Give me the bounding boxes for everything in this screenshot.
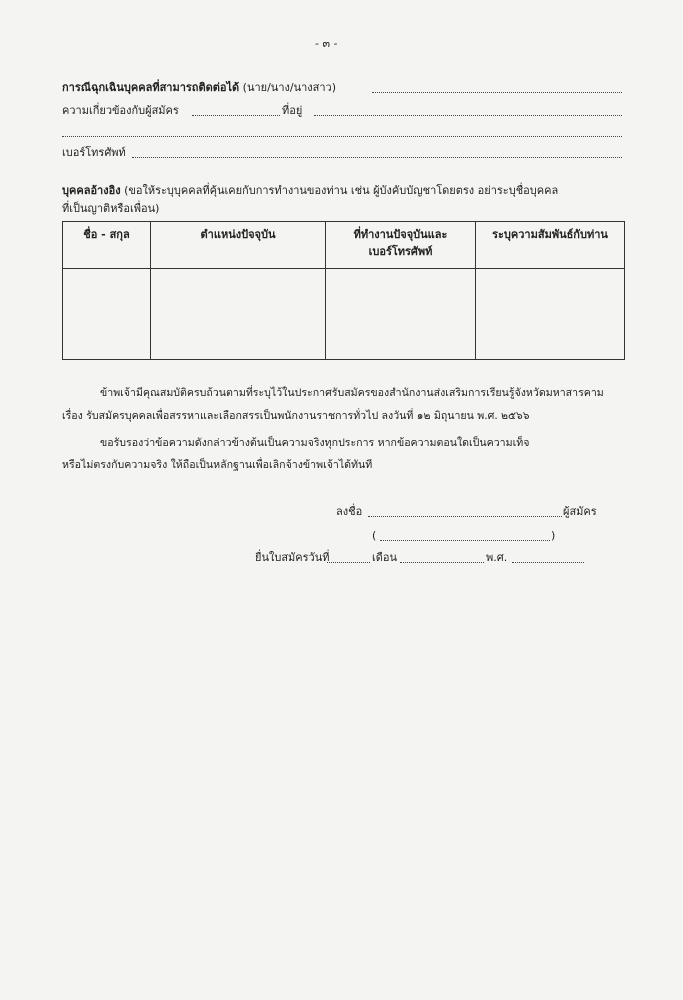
column-header-name: ชื่อ - สกุล: [63, 222, 151, 269]
phone-field[interactable]: [132, 157, 622, 158]
references-table: [62, 221, 625, 360]
column-header-workplace-line2: เบอร์โทรศัพท์: [368, 245, 433, 258]
references-heading: บุคคลอ้างอิง: [62, 184, 121, 197]
date-month-field[interactable]: [400, 562, 484, 563]
date-year-field[interactable]: [512, 562, 584, 563]
printed-name-field[interactable]: [380, 540, 550, 541]
table-row: [63, 269, 625, 360]
declaration-line3: ขอรับรองว่าข้อความดังกล่าวข้างต้นเป็นความจริงทุกประการ หากข้อความตอนใดเป็นความเท็จ: [100, 437, 530, 449]
declaration-line2: เรื่อง รับสมัครบุคคลเพื่อสรรหาและเลือกสรรเป็นพนักงานราชการทั่วไป ลงวันที่ ๑๒ มิถุนายน พ.ศ. ๒๕๖๖: [62, 410, 530, 422]
date-day-field[interactable]: [327, 562, 370, 563]
signature-field[interactable]: [368, 516, 562, 517]
page-number: - ๓ -: [315, 37, 338, 50]
column-header-position: ตำแหน่งปัจจุบัน: [151, 222, 326, 269]
declaration-line4: หรือไม่ตรงกับความจริง ให้ถือเป็นหลักฐานเพื่อเลิกจ้างข้าพเจ้าได้ทันที: [62, 459, 373, 471]
open-paren: (: [372, 529, 377, 542]
address-label: ที่อยู่: [282, 104, 303, 117]
applicant-label: ผู้สมัคร: [563, 505, 597, 518]
date-label: ยื่นใบสมัครวันที่: [255, 551, 330, 564]
references-table-header: [63, 222, 625, 269]
position-cell[interactable]: [151, 269, 326, 360]
column-header-workplace: [326, 222, 476, 269]
references-note-line2: ที่เป็นญาติหรือเพื่อน): [62, 202, 160, 215]
references-intro: [62, 184, 558, 198]
address-field-line2[interactable]: [62, 136, 622, 137]
emergency-contact-row: [62, 81, 336, 95]
column-header-relationship: ระบุความสัมพันธ์กับท่าน: [476, 222, 625, 269]
month-label: เดือน: [372, 551, 398, 564]
column-header-workplace-line1: ที่ทำงานปัจจุบันและ: [353, 228, 448, 241]
name-cell[interactable]: [63, 269, 151, 360]
relationship-cell[interactable]: [476, 269, 625, 360]
emergency-contact-heading: การณีฉุกเฉินบุคคลที่สามารถติดต่อได้: [62, 81, 240, 94]
references-note-line1: (ขอให้ระบุบุคคลที่คุ้นเคยกับการทำงานของท่าน เช่น ผู้บังคับบัญชาโดยตรง อย่าระบุชื่อบุคคล: [124, 184, 559, 197]
emergency-contact-title-hint: (นาย/นาง/นางสาว): [242, 81, 337, 94]
year-label: พ.ศ.: [486, 551, 508, 564]
declaration-line1: ข้าพเจ้ามีคุณสมบัติครบถ้วนตามที่ระบุไว้ในประกาศรับสมัครของสำนักงานส่งเสริมการเรียนรู้จังหวัดมหาสารคาม: [100, 387, 604, 399]
phone-label: เบอร์โทรศัพท์: [62, 146, 126, 159]
relation-label: ความเกี่ยวข้องกับผู้สมัคร: [62, 104, 179, 117]
relation-field[interactable]: [192, 115, 280, 116]
workplace-cell[interactable]: [326, 269, 476, 360]
emergency-contact-name-field[interactable]: [372, 92, 622, 93]
address-field[interactable]: [314, 115, 622, 116]
sign-label: ลงชื่อ: [336, 505, 363, 518]
close-paren: ): [551, 529, 556, 542]
